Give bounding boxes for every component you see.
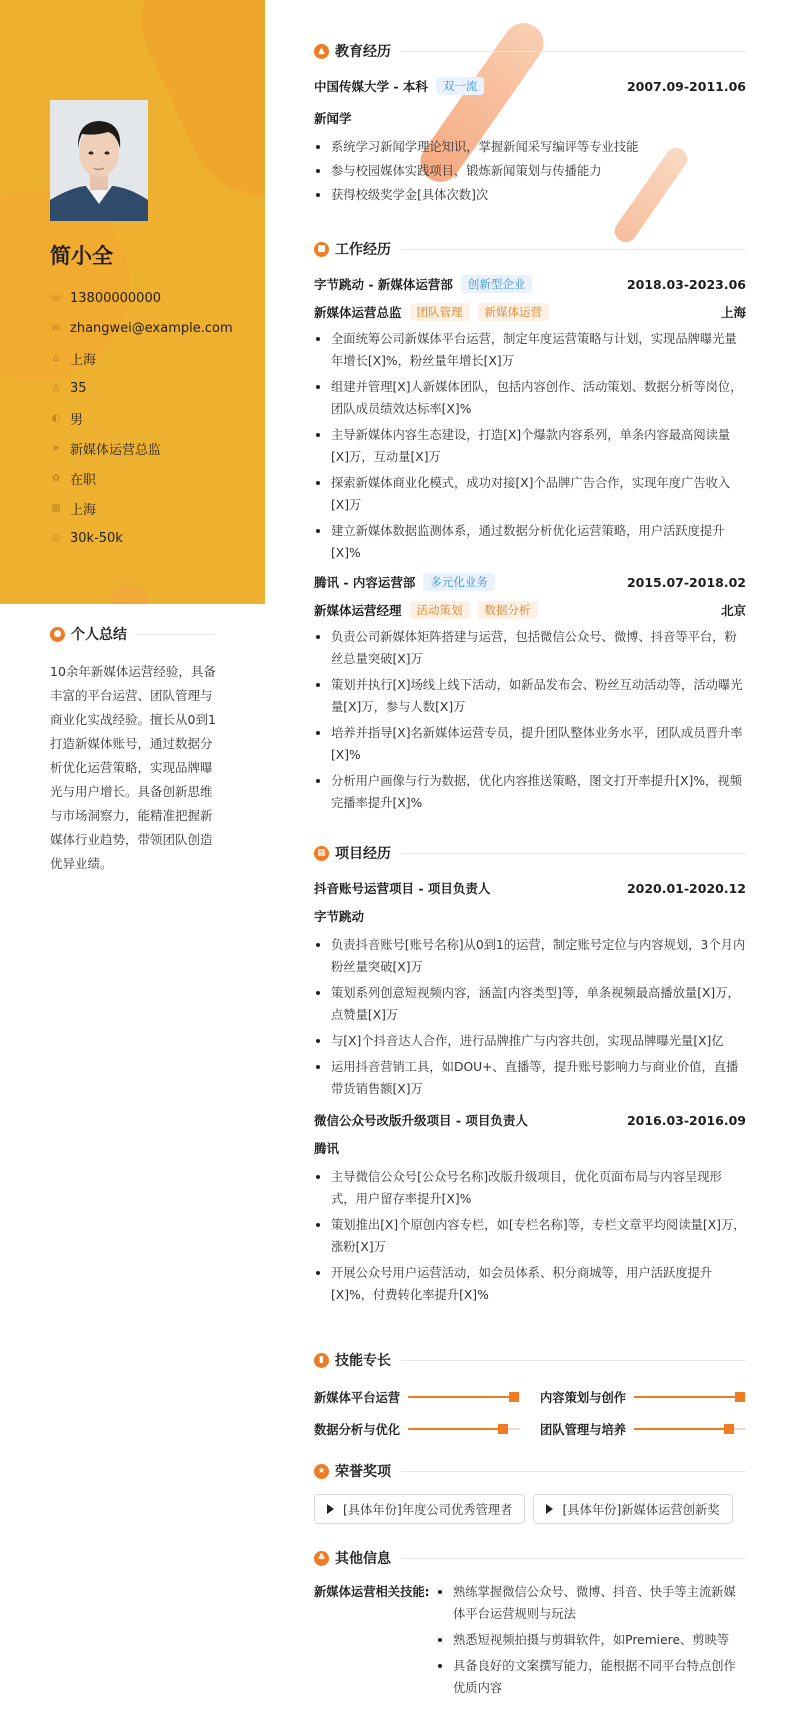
section-title: 其他信息	[335, 1551, 391, 1567]
work-section	[314, 238, 746, 814]
awards-section	[314, 1460, 746, 1524]
major: 新闻学	[314, 111, 352, 126]
job-location: 上海	[720, 305, 746, 320]
other-content	[314, 1581, 746, 1699]
other-bullets	[436, 1581, 746, 1699]
company-tag: 创新型企业	[461, 275, 533, 293]
skill-fill	[634, 1396, 740, 1398]
skill-knob	[724, 1424, 734, 1434]
list-item: 策划并执行[X]场线上线下活动，如新品发布会、粉丝互动活动等，活动曝光量[X]万，参与人数[X]万	[314, 674, 746, 718]
list-item: 开展公众号用户运营活动，如会员体系、积分商城等，用户活跃度提升[X]%，付费转化率提升[X]%	[314, 1262, 746, 1306]
summary-title: 个人总结	[71, 627, 127, 643]
projects-section	[314, 842, 746, 1306]
awards-heading	[314, 1460, 746, 1482]
company-tag: 多元化业务	[423, 573, 495, 591]
award-item	[314, 1494, 525, 1524]
grid-icon: ▦	[314, 846, 329, 861]
school-name: 中国传媒大学 - 本科	[314, 79, 428, 94]
job-title-row	[314, 272, 746, 296]
list-item: 负责抖音账号[账号名称]从0到1的运营，制定账号定位与内容规划，3个月内粉丝量突破[X]万	[314, 934, 746, 978]
list-item: 参与校园媒体实践项目，锻炼新闻策划与传播能力	[314, 160, 746, 182]
project-date: 2020.01-2020.12	[626, 880, 746, 896]
list-item: 主导微信公众号[公众号名称]改版升级项目，优化页面布局与内容呈现形式，用户留存率提升[X]%	[314, 1166, 746, 1210]
award-text: [具体年份]新媒体运营创新奖	[562, 1503, 720, 1517]
role-tag: 数据分析	[478, 601, 538, 619]
divider	[401, 1558, 746, 1559]
education-title-row	[314, 74, 746, 98]
job-role: 新媒体运营经理	[314, 603, 402, 618]
phone-icon: ☏	[49, 292, 63, 304]
position-icon: ➤	[51, 442, 61, 454]
divider	[135, 634, 215, 635]
list-item: 与[X]个抖音达人合作，进行品牌推广与内容共创，实现品牌曝光量[X]亿	[314, 1030, 746, 1052]
project-name: 微信公众号改版升级项目 - 项目负责人	[314, 1113, 528, 1128]
project-title-row	[314, 1108, 746, 1132]
skill-item	[314, 1381, 520, 1413]
job-date: 2018.03-2023.06	[626, 276, 746, 292]
other-label: 新媒体运营相关技能:	[314, 1585, 430, 1599]
skill-name: 数据分析与优化	[314, 1423, 401, 1437]
role-tag: 活动策划	[410, 601, 470, 619]
list-item: 组建并管理[X]人新媒体团队，包括内容创作、活动策划、数据分析等岗位，团队成员绩效达标率[X]%	[314, 376, 746, 420]
award-text: [具体年份]年度公司优秀管理者	[343, 1503, 513, 1517]
project-title-row	[314, 876, 746, 900]
skill-name: 团队管理与培养	[540, 1423, 627, 1437]
list-item: 培养并指导[X]名新媒体运营专员，提升团队整体业务水平，团队成员晋升率[X]%	[314, 722, 746, 766]
section-title: 教育经历	[335, 44, 391, 60]
projects-heading	[314, 842, 746, 864]
job-role: 新媒体运营总监	[314, 305, 402, 320]
job-bullets	[314, 328, 746, 564]
project-name: 抖音账号运营项目 - 项目负责人	[314, 881, 491, 896]
info-value: 上海	[70, 502, 97, 518]
education-item	[314, 74, 746, 206]
education-major-row	[314, 106, 746, 130]
info-age	[50, 373, 260, 403]
skill-knob	[509, 1392, 519, 1402]
decor-shape	[110, 585, 150, 604]
education-heading	[314, 40, 746, 62]
list-item: 全面统筹公司新媒体平台运营，制定年度运营策略与计划，实现品牌曝光量年增长[X]%，粉丝量年增长[X]万	[314, 328, 746, 372]
awards-list	[314, 1494, 746, 1524]
skill-bar	[634, 1428, 746, 1430]
divider	[401, 853, 746, 854]
mail-icon: ✉	[51, 322, 61, 334]
skill-name: 内容策划与创作	[540, 1391, 627, 1405]
skills-section	[314, 1349, 746, 1445]
job-item	[314, 272, 746, 564]
project-org-row	[314, 1136, 746, 1160]
skill-knob	[498, 1424, 508, 1434]
sidebar-header	[0, 0, 265, 604]
job-role-row	[314, 300, 746, 324]
summary-text: 10余年新媒体运营经验，具备丰富的平台运营、团队管理与商业化实战经验。擅长从0到1打造新媒体账号，通过数据分析优化运营策略，实现品牌曝光与用户增长。具备创新思维与市场洞察力，能精准把握新媒体行业趋势，带领团队创造优异业绩。	[50, 664, 216, 871]
list-item: 分析用户画像与行为数据，优化内容推送策略，图文打开率提升[X]%，视频完播率提升[X]%	[314, 770, 746, 814]
company-name: 字节跳动 - 新媒体运营部	[314, 277, 453, 292]
info-value: 35	[70, 380, 87, 396]
role-tag: 团队管理	[410, 303, 470, 321]
job-role-row	[314, 598, 746, 622]
trophy-icon: ★	[314, 1464, 329, 1479]
project-bullets	[314, 934, 746, 1100]
list-item: 获得校级奖学金[具体次数]次	[314, 184, 746, 206]
info-value: 男	[70, 412, 84, 428]
skill-fill	[408, 1396, 514, 1398]
section-title: 荣誉奖项	[335, 1464, 391, 1480]
candidate-name: 简小全	[50, 244, 113, 268]
project-org: 字节跳动	[314, 909, 365, 924]
job-item	[314, 570, 746, 814]
summary-heading	[50, 624, 215, 644]
education-section	[314, 40, 746, 206]
skill-item	[540, 1381, 746, 1413]
list-item: 熟悉短视频拍摄与剪辑软件，如Premiere、剪映等	[436, 1629, 746, 1651]
role-tag: 新媒体运营	[478, 303, 550, 321]
gender-icon: ◐	[51, 412, 61, 424]
avatar	[50, 100, 148, 221]
info-icon: ♣	[314, 1551, 329, 1566]
sidebar	[0, 0, 265, 1710]
play-icon	[546, 1504, 553, 1514]
info-value: zhangwei@example.com	[70, 320, 233, 336]
info-email[interactable]	[50, 313, 260, 343]
info-value: 在职	[70, 472, 97, 488]
skills-heading	[314, 1349, 746, 1371]
skill-bar	[634, 1396, 746, 1398]
divider	[401, 1360, 746, 1361]
job-date: 2015.07-2018.02	[626, 574, 746, 590]
person-icon: ●	[50, 627, 65, 642]
info-salary	[50, 523, 260, 553]
list-item: 策划推出[X]个原创内容专栏，如[专栏名称]等，专栏文章平均阅读量[X]万，涨粉[X]万	[314, 1214, 746, 1258]
skill-item	[540, 1413, 746, 1445]
info-value: 上海	[70, 352, 97, 368]
skills-grid	[314, 1381, 746, 1445]
company-name: 腾讯 - 内容运营部	[314, 575, 416, 590]
job-location: 北京	[720, 603, 746, 618]
info-home	[50, 343, 260, 373]
list-item: 探索新媒体商业化模式，成功对接[X]个品牌广告合作，实现年度广告收入[X]万	[314, 472, 746, 516]
divider	[401, 249, 746, 250]
list-item: 策划系列创意短视频内容，涵盖[内容类型]等，单条视频最高播放量[X]万，点赞量[X]万	[314, 982, 746, 1026]
project-item	[314, 876, 746, 1100]
list-item: 具备良好的文案撰写能力，能根据不同平台特点创作优质内容	[436, 1655, 746, 1699]
section-title: 项目经历	[335, 846, 391, 862]
home-icon: ⌂	[52, 352, 60, 364]
job-title-row	[314, 570, 746, 594]
skill-bar	[408, 1396, 520, 1398]
info-city	[50, 493, 260, 523]
list-item: 运用抖音营销工具，如DOU+、直播等，提升账号影响力与商业价值，直播带货销售额[X]万	[314, 1056, 746, 1100]
education-bullets	[314, 136, 746, 206]
other-section	[314, 1547, 746, 1699]
chart-icon: ▮	[314, 1353, 329, 1368]
skill-fill	[408, 1428, 503, 1430]
other-heading	[314, 1547, 746, 1569]
info-gender	[50, 403, 260, 433]
project-bullets	[314, 1166, 746, 1306]
info-status	[50, 463, 260, 493]
section-title: 工作经历	[335, 242, 391, 258]
project-org-row	[314, 904, 746, 928]
graduation-cap-icon: ▲	[314, 44, 329, 59]
list-item: 熟练掌握微信公众号、微博、抖音、快手等主流新媒体平台运营规则与玩法	[436, 1581, 746, 1625]
list-item: 主导新媒体内容生态建设，打造[X]个爆款内容系列，单条内容最高阅读量[X]万，互动量[X]万	[314, 424, 746, 468]
education-date: 2007.09-2011.06	[626, 78, 746, 94]
list-item: 建立新媒体数据监测体系，通过数据分析优化运营策略，用户活跃度提升[X]%	[314, 520, 746, 564]
info-position	[50, 433, 260, 463]
city-icon: ▦	[51, 502, 61, 514]
project-item	[314, 1108, 746, 1306]
briefcase-icon: ■	[314, 242, 329, 257]
skill-bar	[408, 1428, 520, 1430]
info-value: 新媒体运营总监	[70, 442, 162, 458]
job-bullets	[314, 626, 746, 814]
skill-name: 新媒体平台运营	[314, 1391, 401, 1405]
salary-icon: ◎	[51, 532, 61, 544]
skill-fill	[634, 1428, 729, 1430]
project-date: 2016.03-2016.09	[626, 1112, 746, 1128]
info-value: 30k-50k	[70, 530, 123, 546]
contact-info	[50, 283, 260, 553]
project-org: 腾讯	[314, 1141, 340, 1156]
award-item	[533, 1494, 732, 1524]
section-title: 技能专长	[335, 1353, 391, 1369]
skill-knob	[735, 1392, 745, 1402]
list-item: 负责公司新媒体矩阵搭建与运营，包括微信公众号、微博、抖音等平台，粉丝总量突破[X]万	[314, 626, 746, 670]
work-heading	[314, 238, 746, 260]
play-icon	[327, 1504, 334, 1514]
info-phone	[50, 283, 260, 313]
divider	[401, 51, 746, 52]
info-value: 13800000000	[70, 290, 161, 306]
skill-item	[314, 1413, 520, 1445]
status-icon: ✿	[51, 472, 61, 484]
divider	[401, 1471, 746, 1472]
age-icon: ♙	[51, 382, 61, 394]
list-item: 系统学习新闻学理论知识，掌握新闻采写编评等专业技能	[314, 136, 746, 158]
school-tag: 双一流	[436, 77, 485, 95]
